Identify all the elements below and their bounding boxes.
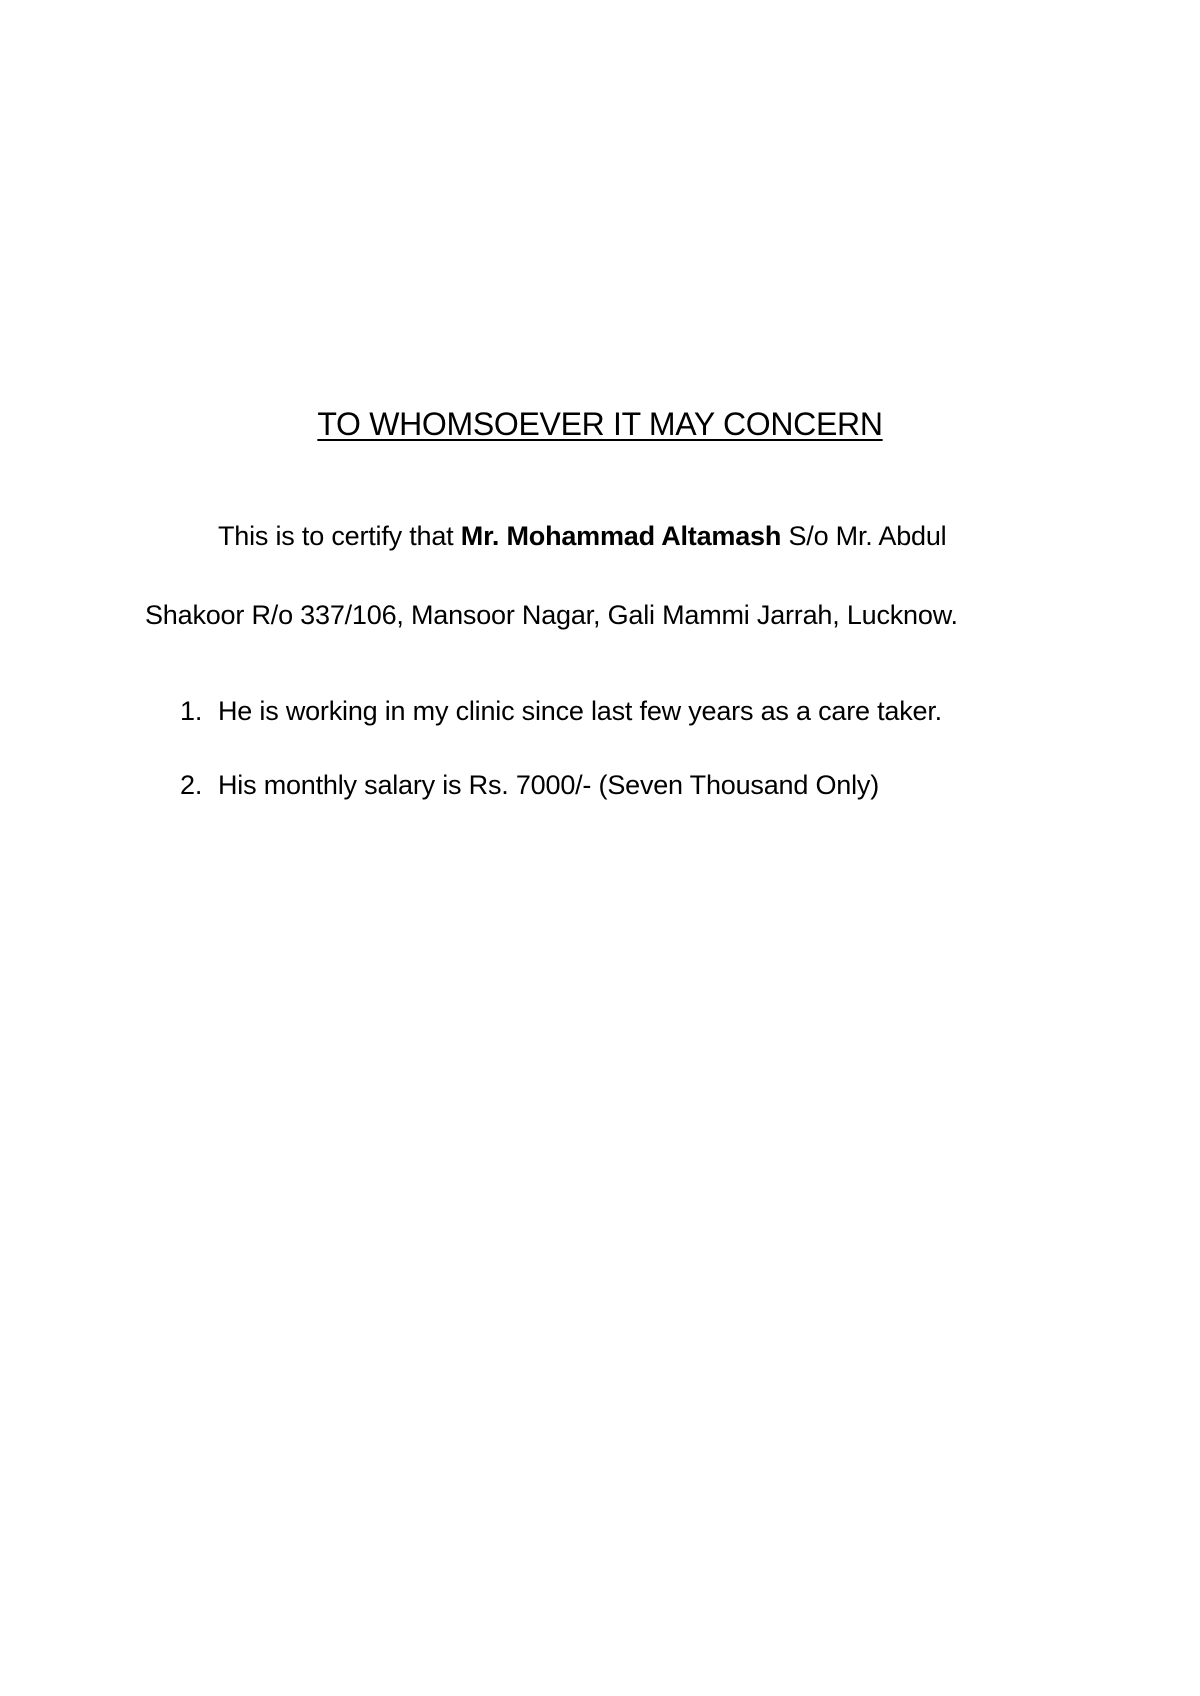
- list-item-number: 1.: [180, 696, 203, 726]
- list-item-text: His monthly salary is Rs. 7000/- (Seven Thousand Only): [218, 770, 879, 800]
- document-title: TO WHOMSOEVER IT MAY CONCERN: [317, 406, 883, 442]
- certify-prefix: This is to certify that: [218, 521, 461, 551]
- list-item-number: 2.: [180, 770, 203, 800]
- certify-paragraph-line-1: [218, 517, 946, 555]
- list-item-text: He is working in my clinic since last few years as a care taker.: [218, 696, 942, 726]
- certify-paragraph-line-2: Shakoor R/o 337/106, Mansoor Nagar, Gali Mammi Jarrah, Lucknow.: [145, 600, 958, 630]
- certify-line1-suffix: S/o Mr. Abdul: [781, 521, 947, 551]
- employee-name: Mr. Mohammad Altamash: [460, 521, 782, 551]
